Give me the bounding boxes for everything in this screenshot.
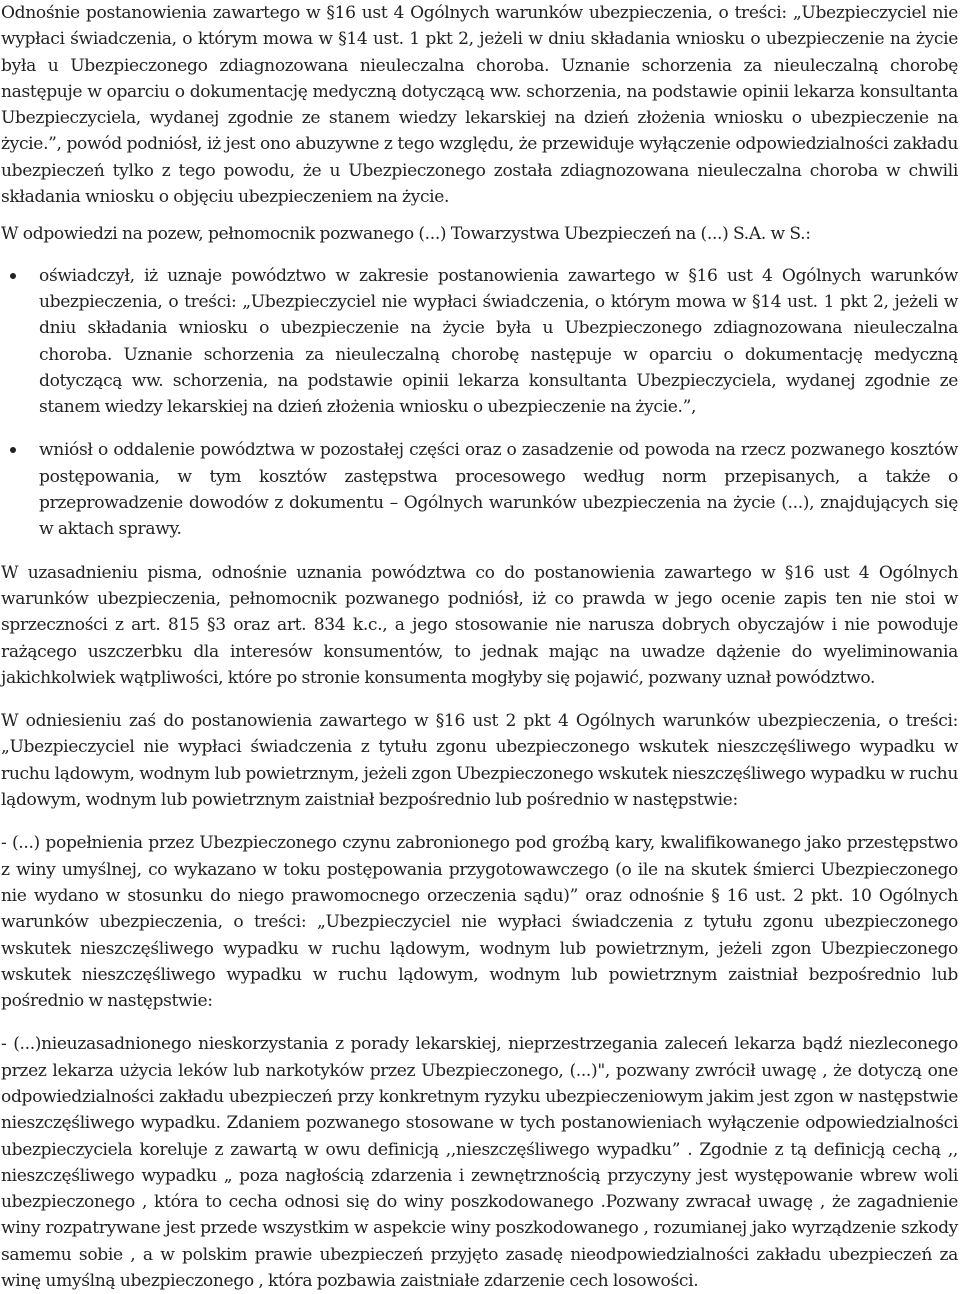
list-item-text: wniósł o oddalenie powództwa w pozostałej części oraz o zasadzenie od powoda na rzecz pozwanego kosztów postępowania, w tym kosztów zastępstwa procesowego według norm przepisanych, a także o przeprowadzenie dowodów z dokumentu – Ogólnych warunków ubezpieczenia na życie (...), znajdujących się w aktach sprawy. <box>39 440 958 540</box>
bullet-icon <box>10 273 16 279</box>
list-item <box>1 437 958 542</box>
paragraph-clause-16-2-4: W odniesieniu zaś do postanowienia zawartego w §16 ust 2 pkt 4 Ogólnych warunków ubezpieczenia, o treści: „Ubezpieczyciel nie wypłaci świadczenia z tytułu zgonu ubezpieczonego wskutek nieszczęśliwego wypadku w ruchu lądowym, wodnym lub powietrznym, jeżeli zgon Ubezpieczonego wskutek nieszczęśliwego wypadku w ruchu lądowym, wodnym lub powietrznym zaistniał bezpośrednio lub pośrednio w następstwie: <box>1 711 958 811</box>
list-item-text: oświadczył, iż uznaje powództwo w zakresie postanowienia zawartego w §16 ust 4 Ogólnych warunków ubezpieczenia, o treści: „Ubezpieczyciel nie wypłaci świadczenia, o którym mowa w §14 ust. 1 pkt 2, jeżeli w dniu składania wniosku o ubezpieczenie na życie była u Ubezpieczonego zdiagnozowana nieuleczalna choroba. Uznanie schorzenia za nieuleczalną chorobę następuje w oparciu o dokumentację medyczną dotyczącą ww. schorzenia, na podstawie opinii lekarza konsultanta Ubezpieczyciela, wydanej zgodnie ze stanem wiedzy lekarskiej na dzień złożenia wniosku o ubezpieczenie na życie.”, <box>39 265 958 418</box>
paragraph-abuse-claim: Odnośnie postanowienia zawartego w §16 ust 4 Ogólnych warunków ubezpieczenia, o treści: „Ubezpieczyciel nie wypłaci świadczenia, o którym mowa w §14 ust. 1 pkt 2, jeżeli w dniu składania wniosku o ubezpieczenie na życie była u Ubezpieczonego zdiagnozowana nieuleczalna choroba. Uznanie schorzenia za nieuleczalną chorobę następuje w oparciu o dokumentację medyczną dotyczącą ww. schorzenia, na podstawie opinii lekarza konsultanta Ubezpieczyciela, wydanej zgodnie ze stanem wiedzy lekarskiej na dzień złożenia wniosku o ubezpieczenie na życie.”, powód podniósł, iż jest ono abuzywne z tego względu, że przewiduje wyłączenie odpowiedzialności zakładu ubezpieczeń tylko z tego powodu, że u Ubezpieczonego została zdiagnozowana nieuleczalna choroba w chwili składania wniosku o objęciu ubezpieczeniem na życie. <box>1 3 958 208</box>
bullet-icon <box>10 447 16 453</box>
paragraph-justification: W uzasadnieniu pisma, odnośnie uznania powództwa co do postanowienia zawartego w §16 ust 4 Ogólnych warunków ubezpieczenia, pełnomocnik pozwanego podniósł, iż co prawda w jego ocenie zapis ten nie stoi w sprzeczności z art. 815 §3 oraz art. 834 k.c., a jego stosowanie nie narusza dobrych obyczajów i nie powoduje rażącego uszczerbku dla interesów konsumentów, to jednak mając na uwadze dążenie do wyeliminowania jakichkolwiek wątpliwości, które po stronie konsumenta mogłyby się pojawić, pozwany uznał powództwo. <box>1 562 958 688</box>
defendant-positions-list <box>1 263 958 543</box>
paragraph-exclusion-medical: - (...)nieuzasadnionego nieskorzystania z porady lekarskiej, nieprzestrzegania zaleceń lekarza bądź niezleconego przez lekarza użycia leków lub narkotyków przez Ubezpieczonego, (...)", pozwany zwrócił uwagę , że dotyczą one odpowiedzialności zakładu ubezpieczeń przy konkretnym ryzyku ubezpieczeniowym jakim jest zgon w następstwie nieszczęśliwego wypadku. Zdaniem pozwanego stosowane w tych postanowieniach wyłączenie odpowiedzialności ubezpieczyciela koreluje z zawartą w owu definicją ,,nieszczęśliwego wypadku” . Zgodnie z tą definicją cechą ,, nieszczęśliwego wypadku „ poza nagłością zdarzenia i zewnętrznością przyczyny jest występowanie wbrew woli ubezpieczonego , która to cecha odnosi się do winy poszkodowanego .Pozwany zwracał uwagę , że zagadnienie winy rozpatrywane jest przede wszystkim w aspekcie winy poszkodowanego , rozumianej jako wyrządzenie szkody samemu sobie , a w polskim prawie ubezpieczeń przyjęto zasadę nieodpowiedzialności zakładu ubezpieczeń za winę umyślną ubezpieczonego , która pozbawia zaistniałe zdarzenie cech losowości. <box>1 1034 958 1292</box>
paragraph-defendant-response-intro: W odpowiedzi na pozew, pełnomocnik pozwanego (...) Towarzystwa Ubezpieczeń na (...) S.A. w S.: <box>1 224 811 245</box>
paragraph-exclusion-crime: - (...) popełnienia przez Ubezpieczonego czynu zabronionego pod groźbą kary, kwalifikowanego jako przestępstwo z winy umyślnej, co wykazano w toku postępowania przygotowawczego (o ile na skutek śmierci Ubezpieczonego nie wydano w stosunku do niego prawomocnego orzeczenia sądu)” oraz odnośnie § 16 ust. 2 pkt. 10 Ogólnych warunków ubezpieczenia, o treści: „Ubezpieczyciel nie wypłaci świadczenia z tytułu zgonu ubezpieczonego wskutek nieszczęśliwego wypadku w ruchu lądowym, wodnym lub powietrznym, jeżeli zgon Ubezpieczonego wskutek nieszczęśliwego wypadku w ruchu lądowym, wodnym lub powietrznym zaistniał bezpośrednio lub pośrednio w następstwie: <box>1 833 958 1012</box>
list-item <box>1 263 958 421</box>
